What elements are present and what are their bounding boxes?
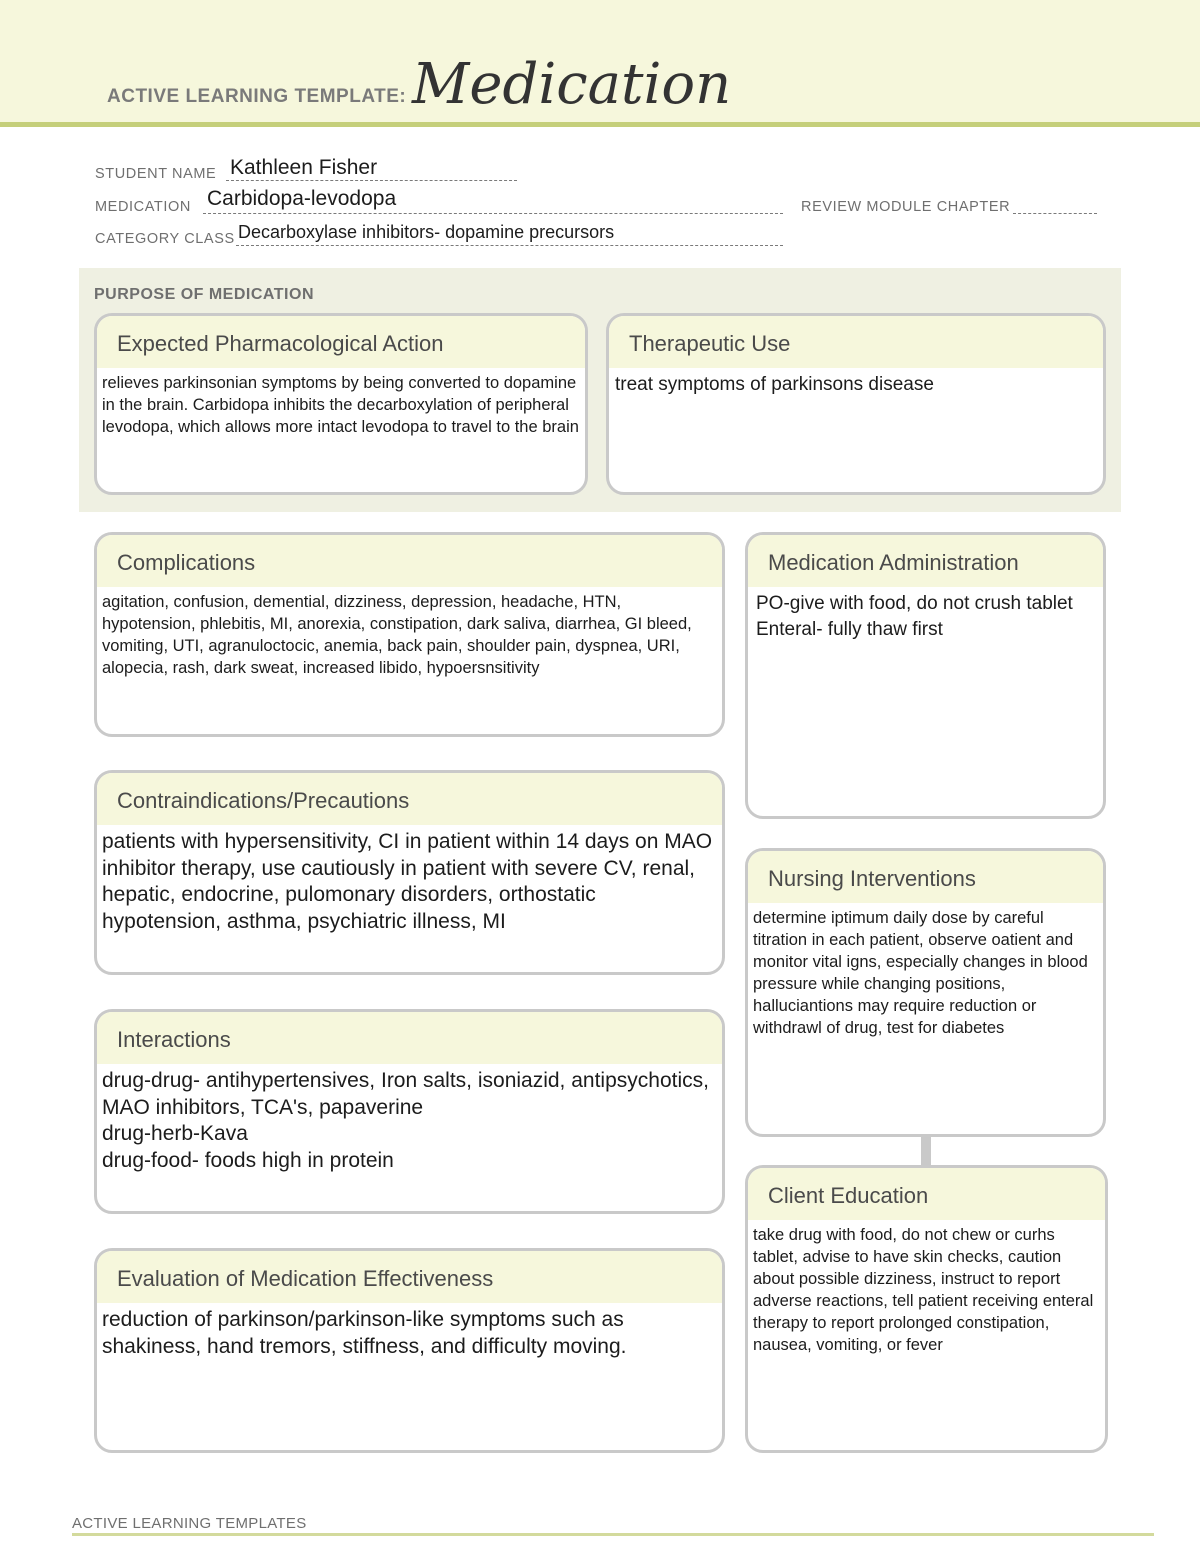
interactions-drug-herb: drug-herb-Kava xyxy=(102,1122,248,1145)
student-name-line xyxy=(226,180,517,181)
interactions-title: Interactions xyxy=(97,1012,722,1064)
interactions-text[interactable] xyxy=(97,1064,722,1174)
medication-administration-title: Medication Administration xyxy=(748,535,1103,587)
complications-title: Complications xyxy=(97,535,722,587)
contraindications-box xyxy=(94,770,725,975)
template-label: ACTIVE LEARNING TEMPLATE: xyxy=(107,86,407,107)
client-education-box xyxy=(745,1165,1108,1453)
therapeutic-use-text[interactable]: treat symptoms of parkinsons disease xyxy=(615,374,934,395)
student-name-field[interactable]: Kathleen Fisher xyxy=(230,156,378,179)
evaluation-title: Evaluation of Medication Effectiveness xyxy=(97,1251,722,1303)
purpose-title: PURPOSE OF MEDICATION xyxy=(94,286,314,303)
medication-line xyxy=(203,213,783,214)
category-class-label: CATEGORY CLASS xyxy=(95,231,235,247)
expected-action-title: Expected Pharmacological Action xyxy=(97,316,585,368)
medication-administration-box xyxy=(745,532,1106,819)
footer-text: ACTIVE LEARNING TEMPLATES xyxy=(72,1515,307,1532)
client-education-title: Client Education xyxy=(748,1168,1105,1220)
complications-box xyxy=(94,532,725,737)
medication-field[interactable]: Carbidopa-levodopa xyxy=(207,187,397,210)
complications-text[interactable]: agitation, confusion, demential, dizziness, depression, headache, HTN, hypotension, phlebitis, MI, anorexia, constipation, dark saliva, diarrhea, GI bleed, vomiting, UTI, agranuloctocic, anemia, back pain, shoulder pain, dyspnea, URI, alopecia, rash, dark sweat, increased libido, hypoersnsitivity xyxy=(102,593,692,677)
expected-action-box xyxy=(94,313,588,495)
therapeutic-use-title: Therapeutic Use xyxy=(609,316,1103,368)
interactions-drug-drug: drug-drug- antihypertensives, Iron salts, isoniazid, antipsychotics, MAO inhibitors, TCA's, papaverine xyxy=(102,1069,709,1119)
expected-action-text[interactable]: relieves parkinsonian symptoms by being converted to dopamine in the brain. Carbidopa inhibits the decarboxylation of peripheral levodopa, which allows more intact levodopa to travel to the brain xyxy=(102,374,579,436)
header-rule xyxy=(0,122,1200,127)
page-title: Medication xyxy=(412,52,732,117)
nursing-interventions-title: Nursing Interventions xyxy=(748,851,1103,903)
nursing-interventions-box xyxy=(745,848,1106,1137)
administration-enteral: Enteral- fully thaw first xyxy=(756,619,943,640)
evaluation-text[interactable]: reduction of parkinson/parkinson-like symptoms such as shakiness, hand tremors, stiffness, and difficulty moving. xyxy=(102,1308,627,1358)
category-class-line xyxy=(236,245,783,246)
interactions-drug-food: drug-food- foods high in protein xyxy=(102,1148,394,1172)
therapeutic-use-box xyxy=(606,313,1106,495)
student-name-label: STUDENT NAME xyxy=(95,166,217,182)
footer-rule xyxy=(72,1533,1154,1536)
medication-label: MEDICATION xyxy=(95,199,191,215)
client-education-text[interactable]: take drug with food, do not chew or curhs tablet, advise to have skin checks, caution about possible dizziness, instruct to report adverse reactions, tell patient receiving enteral therapy to report prolonged constipation, nausea, vomiting, or fever xyxy=(753,1226,1094,1354)
contraindications-text[interactable]: patients with hypersensitivity, CI in patient within 14 days on MAO inhibitor therapy, use cautiously in patient with severe CV, renal, hepatic, endocrine, pulomonary disorders, orthostatic hypotension, asthma, psychiatric illness, MI xyxy=(102,830,713,933)
administration-po: PO-give with food, do not crush tablet xyxy=(756,593,1073,614)
nursing-interventions-text[interactable]: determine iptimum daily dose by careful titration in each patient, observe oatient and monitor vital igns, especially changes in blood pressure while changing positions, halluciantions may require reduction or withdrawl of drug, test for diabetes xyxy=(753,909,1088,1037)
evaluation-box xyxy=(94,1248,725,1453)
contraindications-title: Contraindications/Precautions xyxy=(97,773,722,825)
medication-administration-text[interactable] xyxy=(748,587,1103,643)
connector-line xyxy=(921,1137,931,1165)
review-module-label: REVIEW MODULE CHAPTER xyxy=(801,199,1011,215)
review-module-line xyxy=(1013,213,1097,214)
category-class-field[interactable]: Decarboxylase inhibitors- dopamine precursors xyxy=(238,222,615,242)
interactions-box xyxy=(94,1009,725,1214)
